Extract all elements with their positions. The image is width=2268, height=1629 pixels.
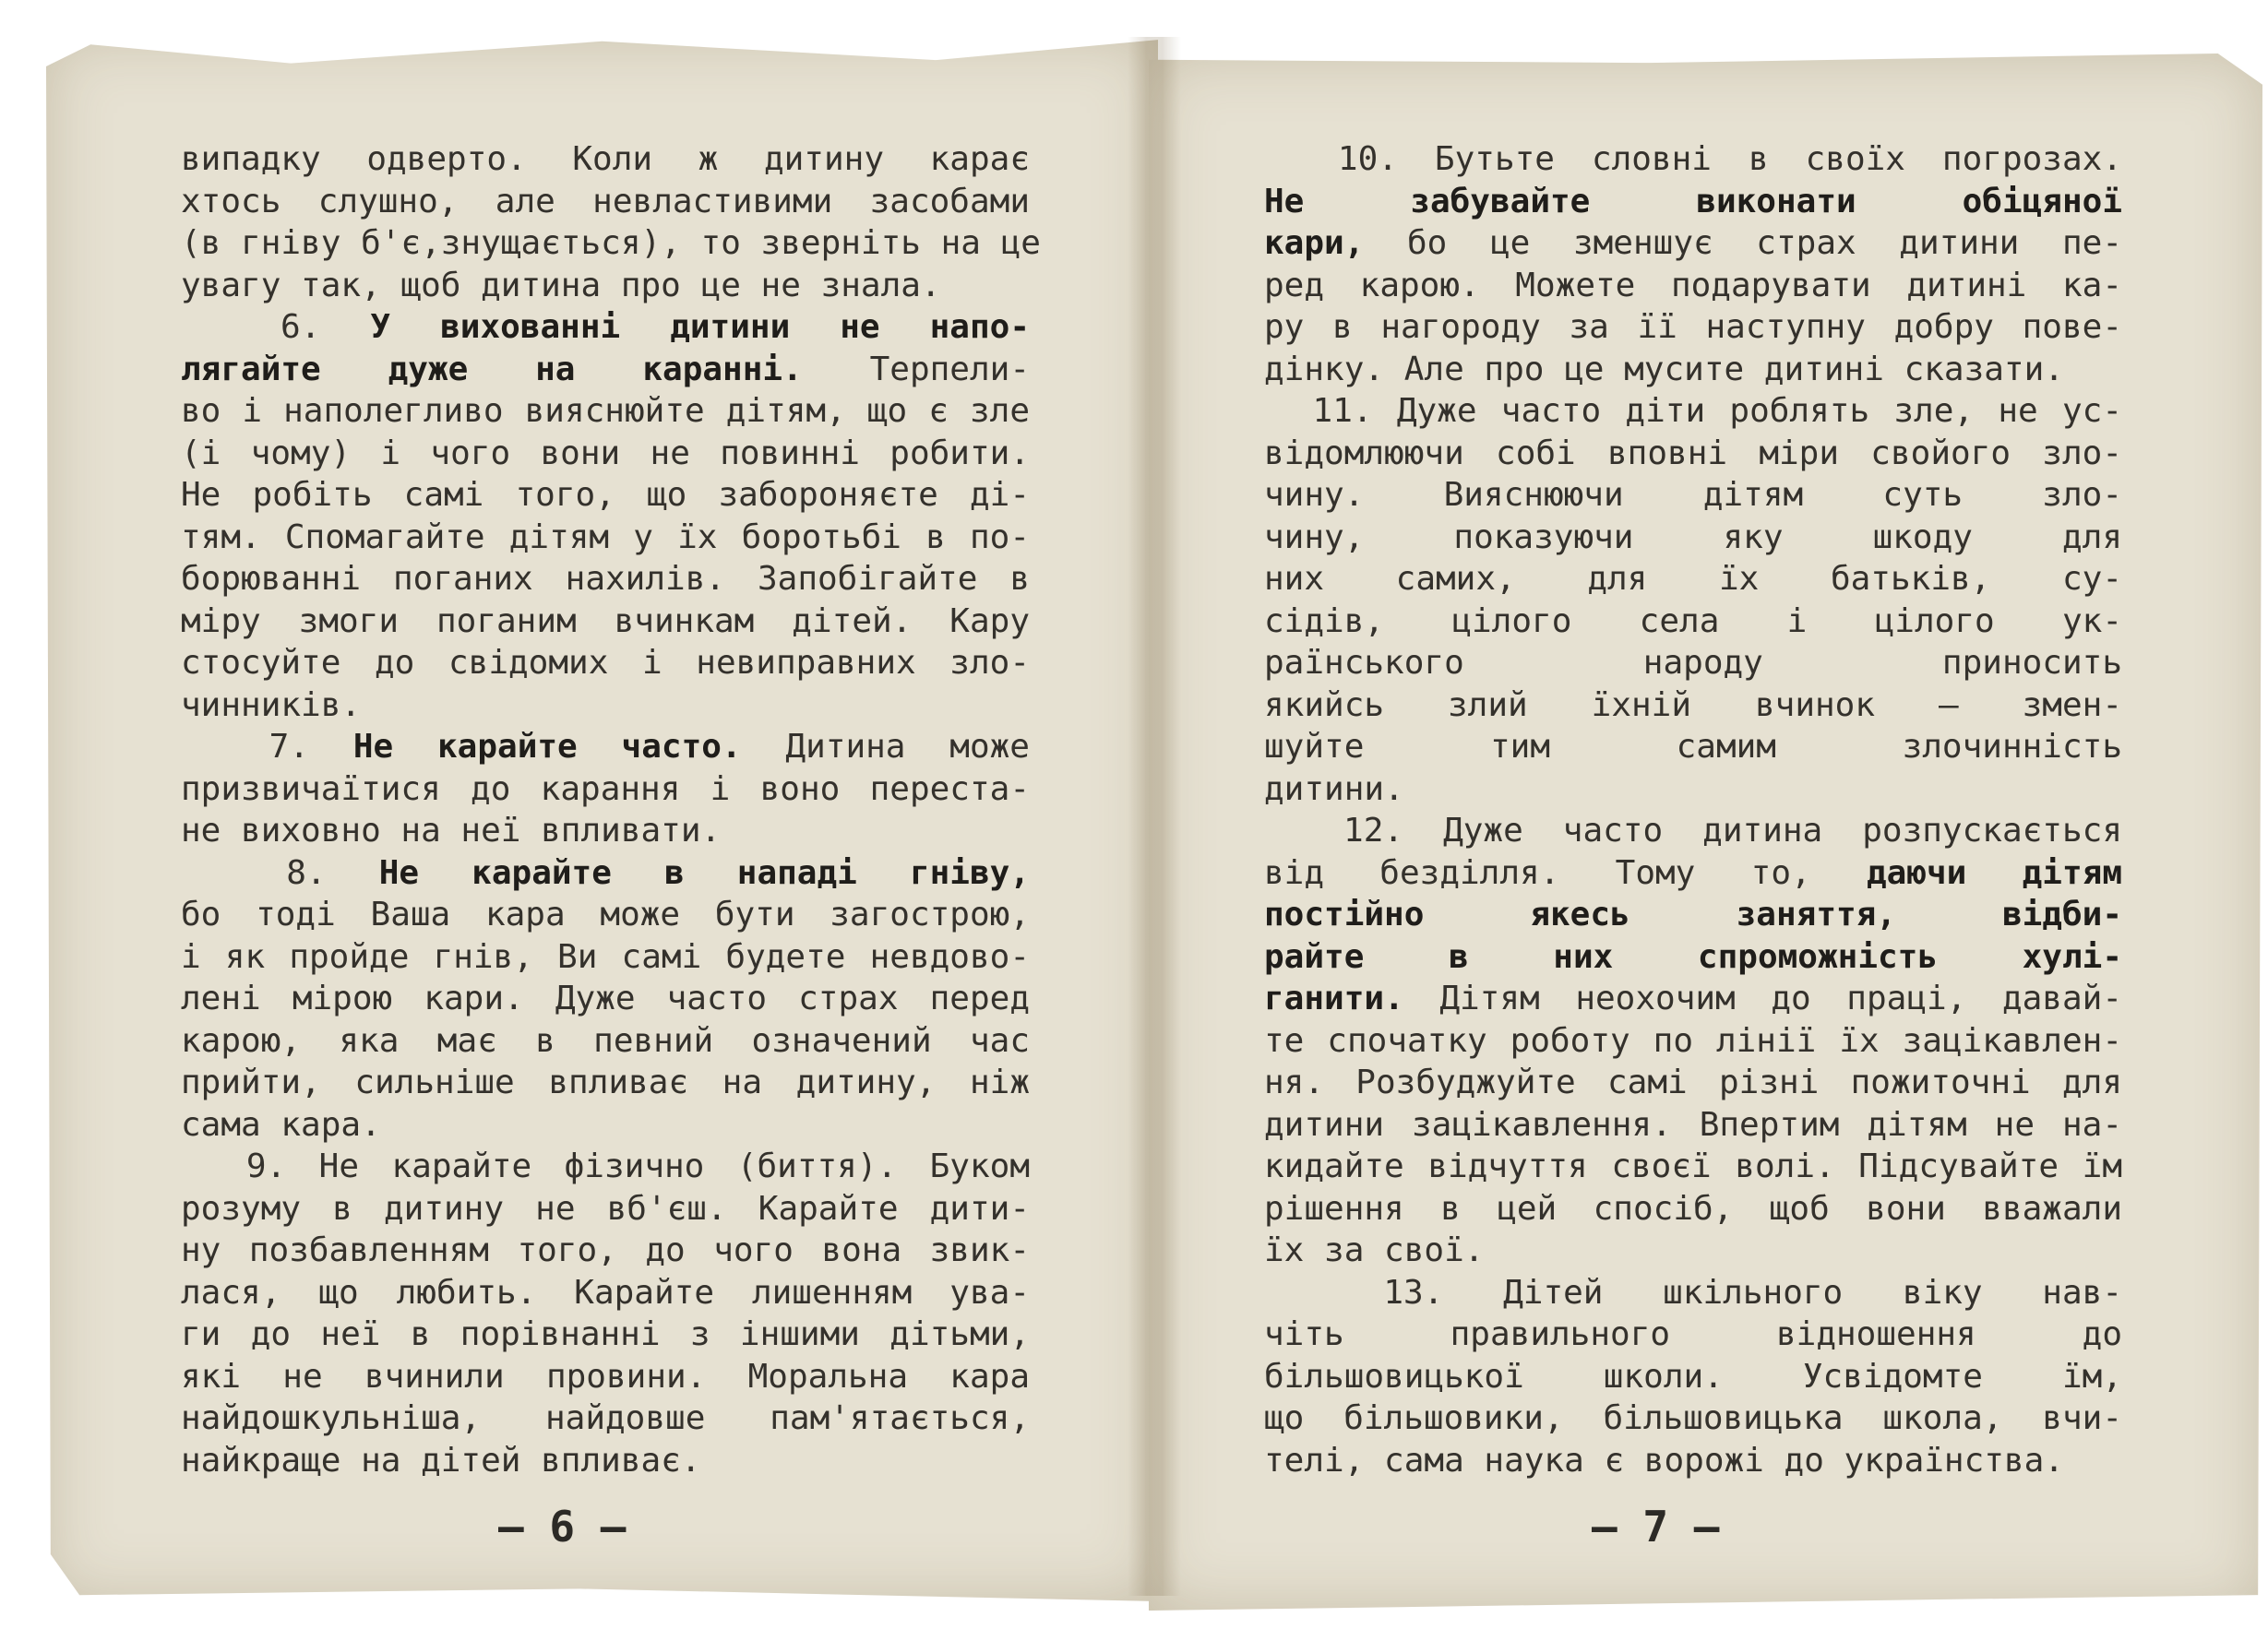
text-line bbox=[1264, 1314, 2122, 1356]
text-run: (в гніву б'є,знущається), то зверніть на це bbox=[181, 224, 1041, 262]
text-run: від безділля. Тому то, bbox=[1264, 853, 1867, 892]
text-line bbox=[181, 349, 1030, 391]
text-line bbox=[1264, 936, 2122, 979]
text-run: телі, сама наука є ворожі до українства. bbox=[1264, 1441, 2064, 1480]
text-run: 6. bbox=[181, 308, 371, 346]
text-run: і як пройде гнів, Ви самі будете невдово- bbox=[181, 937, 1030, 976]
text-line bbox=[1264, 1440, 2122, 1482]
text-line bbox=[181, 1062, 1030, 1104]
bold-text: У вихованні дитини не напо- bbox=[370, 308, 1030, 346]
text-line bbox=[181, 1230, 1030, 1272]
text-line bbox=[1264, 222, 2122, 265]
text-line bbox=[1264, 306, 2122, 349]
text-run: Терпели- bbox=[802, 350, 1030, 388]
text-run: 12. Дуже часто дитина розпускається bbox=[1264, 812, 2122, 850]
bold-text: даючи дітям bbox=[1866, 853, 2122, 892]
text-run: бо це зменшує страх дитини пе- bbox=[1364, 224, 2122, 262]
text-line bbox=[181, 222, 1041, 265]
text-line bbox=[181, 1314, 1030, 1356]
text-line bbox=[1264, 1020, 2122, 1063]
text-line bbox=[181, 181, 1030, 223]
text-run: кидайте відчуття своєї волі. Підсувайте їм bbox=[1264, 1147, 2122, 1185]
text-line bbox=[181, 390, 1030, 433]
text-line bbox=[1264, 1062, 2122, 1104]
text-line bbox=[1264, 349, 2122, 391]
bold-text: райте в них спроможність хулі- bbox=[1264, 937, 2122, 976]
text-run: хтось слушно, але невластивими засобами bbox=[181, 182, 1030, 220]
text-run: 13. Дітей шкільного віку нав- bbox=[1264, 1273, 2122, 1312]
text-run: тям. Спомагайте дітям у їх боротьбі в по- bbox=[181, 517, 1030, 556]
text-run: ред карою. Можете подарувати дитині ка- bbox=[1264, 266, 2122, 304]
text-run: рішення в цей спосіб, щоб вони вважали bbox=[1264, 1189, 2122, 1228]
text-run: сама кара. bbox=[181, 1105, 381, 1144]
text-line bbox=[181, 642, 1030, 684]
text-line bbox=[181, 433, 1030, 475]
text-run: не виховно на неї впливати. bbox=[181, 812, 722, 850]
text-run: більшовицької школи. Усвідомте їм, bbox=[1264, 1357, 2122, 1396]
text-run: 11. Дуже часто діти роблять зле, не ус- bbox=[1264, 392, 2122, 430]
text-run: найкраще на дітей впливає. bbox=[181, 1441, 701, 1480]
page-number-7: — 7 — bbox=[1592, 1502, 1720, 1552]
text-line bbox=[1264, 138, 2122, 181]
text-line bbox=[181, 1356, 1030, 1398]
text-line bbox=[1264, 474, 2122, 517]
text-line bbox=[1264, 726, 2122, 768]
text-run: ги до неї в порівнанні з іншими дітьми, bbox=[181, 1315, 1030, 1353]
text-run: борюванні поганих нахилів. Запобігайте в bbox=[181, 560, 1030, 598]
text-run: увагу так, щоб дитина про це не знала. bbox=[181, 266, 941, 304]
text-run: них самих, для їх батьків, су- bbox=[1264, 560, 2122, 598]
text-run: шуйте тим самим злочинність bbox=[1264, 728, 2122, 766]
text-run: що більшовики, більшовицька школа, вчи- bbox=[1264, 1399, 2122, 1437]
text-line bbox=[1264, 433, 2122, 475]
text-run: дінку. Але про це мусите дитині сказати. bbox=[1264, 350, 2064, 388]
text-line bbox=[181, 306, 1030, 349]
bold-text: Не карайте в нападі гніву, bbox=[378, 853, 1030, 892]
text-line bbox=[181, 1188, 1030, 1231]
text-line bbox=[181, 684, 1030, 727]
text-line bbox=[1264, 265, 2122, 307]
text-run: чину. Вияснюючи дітям суть зло- bbox=[1264, 476, 2122, 514]
text-run: 8. bbox=[181, 853, 379, 892]
text-run: 9. Не карайте фізично (биття). Буком bbox=[181, 1147, 1030, 1185]
text-line bbox=[1264, 1146, 2122, 1188]
text-run: їх за свої. bbox=[1264, 1231, 1485, 1269]
text-line bbox=[1264, 1104, 2122, 1147]
bold-text: Не забувайте виконати обіцяної bbox=[1264, 182, 2122, 220]
text-line bbox=[1264, 1188, 2122, 1231]
text-run: бо тоді Ваша кара може бути загострою, bbox=[181, 896, 1030, 933]
text-run: ну позбавленням того, до чого вона звик- bbox=[181, 1231, 1030, 1269]
text-run: чину, показуючи яку шкоду для bbox=[1264, 517, 2122, 556]
text-run: карою, яка має в певний означений час bbox=[181, 1021, 1030, 1060]
text-run: прийти, сильніше впливає на дитину, ніж bbox=[181, 1064, 1030, 1101]
text-run: розуму в дитину не вб'єш. Карайте дити- bbox=[181, 1189, 1030, 1228]
text-run: Дитина може bbox=[741, 728, 1030, 766]
text-line bbox=[181, 265, 1030, 307]
text-run: (і чому) і чого вони не повинні робити. bbox=[181, 434, 1030, 472]
text-line bbox=[181, 726, 1030, 768]
text-run: дитини. bbox=[1264, 769, 1404, 808]
text-run: 10. Бутьте словні в своїх погрозах. bbox=[1264, 140, 2122, 178]
page-number-6: — 6 — bbox=[498, 1502, 627, 1552]
text-run: випадку одверто. Коли ж дитину карає bbox=[181, 140, 1030, 178]
text-line bbox=[1264, 894, 2122, 936]
text-line bbox=[181, 810, 1030, 852]
text-run: міру змоги поганим вчинкам дітей. Кару bbox=[181, 601, 1030, 640]
text-run: найдошкульніша, найдовше пам'ятається, bbox=[181, 1399, 1030, 1437]
text-run: призвичаїтися до карання і воно переста- bbox=[181, 769, 1030, 808]
right-page-text bbox=[1264, 138, 2122, 1481]
text-line bbox=[181, 1272, 1030, 1314]
bold-text: ганити. bbox=[1264, 980, 1404, 1017]
text-run: лася, що любить. Карайте лишенням ува- bbox=[181, 1273, 1030, 1312]
bold-text: Не карайте часто. bbox=[352, 728, 742, 766]
text-line bbox=[181, 852, 1030, 895]
bold-text: постійно якесь заняття, відби- bbox=[1264, 896, 2122, 933]
text-line bbox=[181, 1146, 1030, 1188]
text-line bbox=[181, 517, 1030, 559]
text-run: 7. bbox=[181, 728, 353, 766]
text-run: сідів, цілого села і цілого ук- bbox=[1264, 601, 2122, 640]
text-line bbox=[1264, 558, 2122, 600]
text-line bbox=[181, 894, 1030, 936]
text-line bbox=[181, 1104, 1030, 1147]
text-line bbox=[1264, 684, 2122, 727]
text-line bbox=[1264, 1230, 2122, 1272]
text-line bbox=[1264, 1272, 2122, 1314]
text-run: лені мірою кари. Дуже часто страх перед bbox=[181, 980, 1030, 1017]
text-line bbox=[181, 978, 1030, 1020]
text-run: дитини зацікавлення. Впертим дітям не на- bbox=[1264, 1105, 2122, 1144]
bold-text: кари, bbox=[1264, 224, 1365, 262]
text-run: во і наполегливо вияснюйте дітям, що є зле bbox=[181, 392, 1030, 430]
text-line bbox=[181, 936, 1030, 979]
text-run: якийсь злий їхній вчинок — змен- bbox=[1264, 685, 2122, 724]
text-line bbox=[1264, 600, 2122, 643]
text-line bbox=[1264, 1397, 2122, 1440]
text-run: відомлюючи собі вповні міри свойого зло- bbox=[1264, 434, 2122, 472]
bold-text: лягайте дуже на каранні. bbox=[181, 350, 803, 388]
text-run: чіть правильного відношення до bbox=[1264, 1315, 2122, 1353]
text-run: ру в нагороду за її наступну добру пове- bbox=[1264, 308, 2122, 346]
text-line bbox=[1264, 768, 2122, 811]
book-gutter-right bbox=[1144, 37, 1181, 1596]
text-line bbox=[181, 558, 1030, 600]
text-line bbox=[181, 1020, 1030, 1063]
text-run: ня. Розбуджуйте самі різні пожиточні для bbox=[1264, 1064, 2122, 1101]
text-line bbox=[1264, 181, 2122, 223]
text-line bbox=[1264, 978, 2122, 1020]
text-line bbox=[1264, 642, 2122, 684]
text-run: які не вчинили провини. Моральна кара bbox=[181, 1357, 1030, 1396]
text-run: стосуйте до свідомих і невиправних зло- bbox=[181, 644, 1030, 682]
text-line bbox=[181, 1397, 1030, 1440]
text-line bbox=[1264, 390, 2122, 433]
left-page-text bbox=[181, 138, 1041, 1481]
text-line bbox=[181, 600, 1030, 643]
text-line bbox=[1264, 852, 2122, 895]
text-line bbox=[1264, 1356, 2122, 1398]
text-line bbox=[1264, 810, 2122, 852]
text-run: чинників. bbox=[181, 685, 362, 724]
text-line bbox=[181, 474, 1030, 517]
text-line bbox=[1264, 517, 2122, 559]
text-line bbox=[181, 1440, 1030, 1482]
text-line bbox=[181, 138, 1030, 181]
text-line bbox=[181, 768, 1030, 811]
text-run: Не робіть самі того, що забороняєте ді- bbox=[181, 476, 1030, 514]
text-run: Дітям неохочим до праці, давай- bbox=[1403, 980, 2122, 1017]
text-run: те спочатку роботу по лінії їх зацікавлен- bbox=[1264, 1021, 2122, 1060]
text-run: раїнського народу приносить bbox=[1264, 644, 2122, 682]
